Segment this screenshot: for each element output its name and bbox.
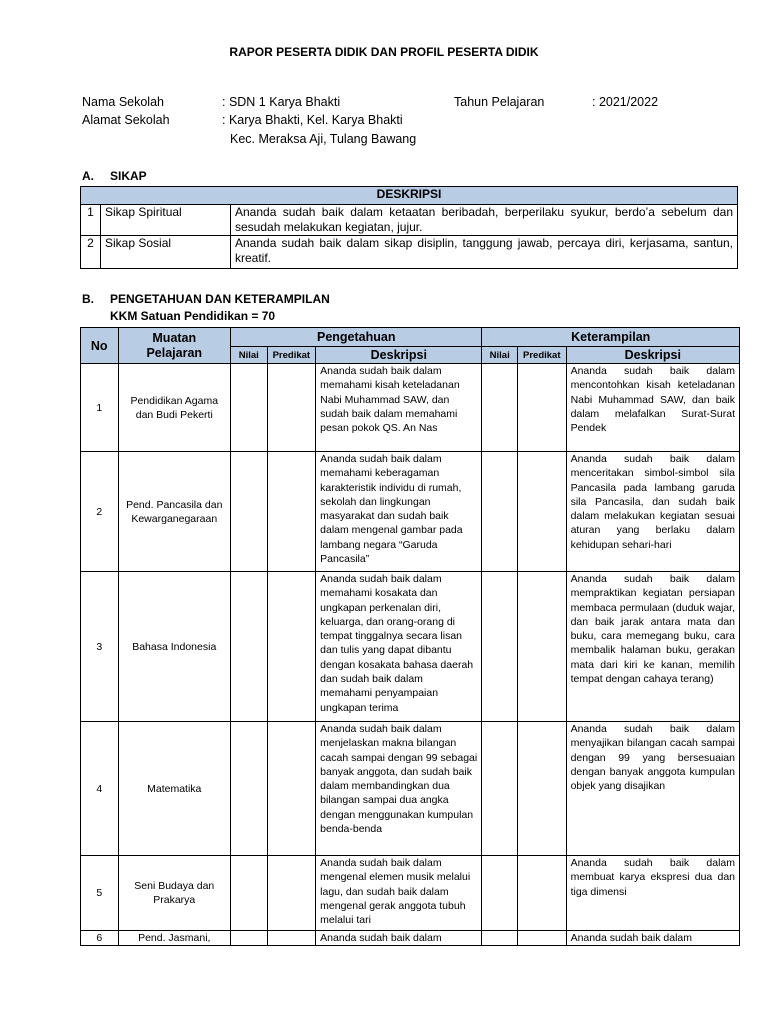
section-b-letter: B. xyxy=(82,292,94,306)
sikap-header: DESKRIPSI xyxy=(81,187,738,205)
header-row xyxy=(81,328,740,347)
subject-name: Matematika xyxy=(118,722,231,856)
sikap-header-row xyxy=(81,187,738,205)
school-address-value-2: Kec. Meraksa Aji, Tulang Bawang xyxy=(230,132,417,146)
predikat-keterampilan xyxy=(517,931,566,946)
deskripsi-pengetahuan: Ananda sudah baik dalam memahami kisah keteladanan Nabi Muhammad SAW, dan sudah baik dalam memahami pesan pokok QS. An Nas xyxy=(316,364,482,452)
header-deskripsi-k: Deskripsi xyxy=(566,347,739,364)
subject-name: Bahasa Indonesia xyxy=(118,572,231,722)
nilai-keterampilan xyxy=(482,572,517,722)
row-no: 2 xyxy=(81,452,119,572)
subject-name: Seni Budaya dan Prakarya xyxy=(118,856,231,931)
school-name-label: Nama Sekolah xyxy=(82,95,164,109)
nilai-pengetahuan xyxy=(231,931,267,946)
table-row xyxy=(81,364,740,452)
nilai-pengetahuan xyxy=(231,856,267,931)
sikap-no: 1 xyxy=(81,205,101,236)
sikap-no: 2 xyxy=(81,236,101,269)
predikat-keterampilan xyxy=(517,856,566,931)
nilai-pengetahuan xyxy=(231,364,267,452)
sikap-table xyxy=(80,186,738,269)
header-nilai-p: Nilai xyxy=(231,347,267,364)
predikat-pengetahuan xyxy=(267,931,316,946)
row-no: 5 xyxy=(81,856,119,931)
academic-year-label: Tahun Pelajaran xyxy=(454,95,545,109)
header-muatan: Muatan Pelajaran xyxy=(118,328,231,364)
nilai-pengetahuan xyxy=(231,722,267,856)
header-no: No xyxy=(81,328,119,364)
page-title: RAPOR PESERTA DIDIK DAN PROFIL PESERTA DIDIK xyxy=(229,45,539,59)
row-no: 6 xyxy=(81,931,119,946)
section-b-title: PENGETAHUAN DAN KETERAMPILAN xyxy=(110,292,330,306)
section-a-letter: A. xyxy=(82,169,94,183)
deskripsi-pengetahuan: Ananda sudah baik dalam xyxy=(316,931,482,946)
sikap-label: Sikap Sosial xyxy=(101,236,231,269)
header-nilai-k: Nilai xyxy=(482,347,517,364)
nilai-keterampilan xyxy=(482,856,517,931)
deskripsi-keterampilan: Ananda sudah baik dalam xyxy=(566,931,739,946)
nilai-pengetahuan xyxy=(231,572,267,722)
section-a-title: SIKAP xyxy=(110,169,147,183)
table-row xyxy=(81,236,738,269)
deskripsi-pengetahuan: Ananda sudah baik dalam memahami kosakata dan ungkapan perkenalan diri, keluarga, dan orang-orang di tempat tinggalnya secara lisan dan tulis yang dapat dibantu dengan kosakata bahasa daerah dan sudah baik dalam memahami penyampaian ungkapan terima xyxy=(316,572,482,722)
deskripsi-keterampilan: Ananda sudah baik dalam mencontohkan kisah keteladanan Nabi Muhammad SAW, dan baik dalam melafalkan Surat-Surat Pendek xyxy=(566,364,739,452)
sikap-description: Ananda sudah baik dalam ketaatan beribadah, berperilaku syukur, berdo’a sebelum dan sesudah melakukan kegiatan, jujur. xyxy=(231,205,738,236)
deskripsi-pengetahuan: Ananda sudah baik dalam mengenal elemen musik melalui lagu, dan sudah baik dalam mengenal gerak anggota tubuh melalui tari xyxy=(316,856,482,931)
nilai-keterampilan xyxy=(482,722,517,856)
deskripsi-keterampilan: Ananda sudah baik dalam membuat karya ekspresi dua dan tiga dimensi xyxy=(566,856,739,931)
header-pengetahuan: Pengetahuan xyxy=(231,328,482,347)
academic-year-value: : 2021/2022 xyxy=(592,95,659,109)
predikat-pengetahuan xyxy=(267,364,316,452)
nilai-keterampilan xyxy=(482,452,517,572)
sikap-label: Sikap Spiritual xyxy=(101,205,231,236)
predikat-keterampilan xyxy=(517,572,566,722)
header-deskripsi-p: Deskripsi xyxy=(316,347,482,364)
table-row xyxy=(81,931,740,946)
table-row xyxy=(81,205,738,236)
grades-table xyxy=(80,327,740,946)
predikat-pengetahuan xyxy=(267,856,316,931)
deskripsi-keterampilan: Ananda sudah baik dalam menyajikan bilangan cacah sampai dengan 99 yang bersesuaian dengan banyak anggota kumpulan objek yang disajikan xyxy=(566,722,739,856)
school-address-label: Alamat Sekolah xyxy=(82,113,170,127)
row-no: 1 xyxy=(81,364,119,452)
school-name-value: : SDN 1 Karya Bhakti xyxy=(222,95,341,109)
row-no: 3 xyxy=(81,572,119,722)
table-row xyxy=(81,452,740,572)
predikat-pengetahuan xyxy=(267,722,316,856)
sikap-description: Ananda sudah baik dalam sikap disiplin, tanggung jawab, percaya diri, kerjasama, santun, kreatif. xyxy=(231,236,738,269)
kkm-label: KKM Satuan Pendidikan = 70 xyxy=(110,309,276,323)
predikat-keterampilan xyxy=(517,452,566,572)
nilai-keterampilan xyxy=(482,364,517,452)
deskripsi-pengetahuan: Ananda sudah baik dalam memahami keberagaman karakteristik individu di rumah, sekolah dan lingkungan masyarakat dan sudah baik dalam mengenal gambar pada lambang negara “Garuda Pancasila” xyxy=(316,452,482,572)
subject-name: Pendidikan Agama dan Budi Pekerti xyxy=(118,364,231,452)
subject-name: Pend. Pancasila dan Kewarganegaraan xyxy=(118,452,231,572)
predikat-pengetahuan xyxy=(267,452,316,572)
predikat-pengetahuan xyxy=(267,572,316,722)
table-row xyxy=(81,856,740,931)
table-row xyxy=(81,722,740,856)
table-row xyxy=(81,572,740,722)
predikat-keterampilan xyxy=(517,364,566,452)
header-predikat-k: Predikat xyxy=(517,347,566,364)
header-predikat-p: Predikat xyxy=(267,347,316,364)
subject-name: Pend. Jasmani, xyxy=(118,931,231,946)
nilai-pengetahuan xyxy=(231,452,267,572)
school-address-value: : Karya Bhakti, Kel. Karya Bhakti xyxy=(222,113,403,127)
deskripsi-keterampilan: Ananda sudah baik dalam menceritakan simbol-simbol sila Pancasila pada lambang garuda sila Pancasila, dan sudah baik dalam melakukan kegiatan sesuai aturan yang berlaku dalam kehidupan sehari-hari xyxy=(566,452,739,572)
header-keterampilan: Keterampilan xyxy=(482,328,740,347)
nilai-keterampilan xyxy=(482,931,517,946)
predikat-keterampilan xyxy=(517,722,566,856)
deskripsi-pengetahuan: Ananda sudah baik dalam menjelaskan makna bilangan cacah sampai dengan 99 sebagai banyak anggota, dan sudah baik dalam membandingkan dua bilangan sampai dua angka dengan menggunakan kumpulan benda-benda xyxy=(316,722,482,856)
deskripsi-keterampilan: Ananda sudah baik dalam mempraktikan kegiatan persiapan membaca permulaan (duduk wajar, dan baik jarak antara mata dan buku, cara memegang buku, cara membalik halaman buku, gerakan mata dari kiri ke kanan, memilih tempat dengan cahaya terang) xyxy=(566,572,739,722)
row-no: 4 xyxy=(81,722,119,856)
